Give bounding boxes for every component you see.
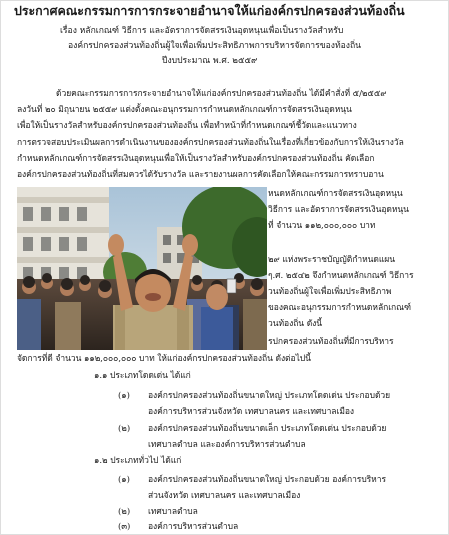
partial-line: ที่ จำนวน ๑๑๒,๐๐๐,๐๐๐ บาท [268,221,376,231]
section-heading: ๑.๒ ประเภททั่วไป ได้แก่ [94,456,182,466]
list-item-number: (๒) [118,424,131,434]
list-item-text: เทศบาลตำบล [148,507,198,517]
list-item-text: องค์กรปกครองส่วนท้องถิ่นขนาดเล็ก ประเภทโดดเด่น ประกอบด้วย [148,424,387,434]
list-item-number: (๑) [118,391,130,401]
partial-line: หนดหลักเกณฑ์การจัดสรรเงินอุดหนุน [268,189,403,199]
paragraph-line: จัดการที่ดี จำนวน ๑๑๒,๐๐๐,๐๐๐ บาท ให้แก่องค์กรปกครองส่วนท้องถิ่น ดังต่อไปนี้ [17,354,311,364]
paragraph-line: ลงวันที่ ๒๐ มิถุนายน ๒๕๕๙ แต่งตั้งคณะอนุกรรมการกำหนดหลักเกณฑ์การจัดสรรเงินอุดหนุน [17,105,352,115]
partial-line: ของคณะอนุกรรมการกำหนดหลักเกณฑ์ [268,303,411,313]
subject-line-3: ปีงบประมาณ พ.ศ. ๒๕๕๙ [162,56,258,66]
list-item-text: องค์กรปกครองส่วนท้องถิ่นขนาดใหญ่ ประเภทโดดเด่น ประกอบด้วย [148,391,391,401]
document-title: ประกาศคณะกรรมการการกระจายอำนาจให้แก่องค์กรปกครองส่วนท้องถิ่น [14,3,405,18]
paragraph-line: การตรวจสอบประเมินผลการดำเนินงานขององค์กรปกครองส่วนท้องถิ่นในเรื่องที่เกี่ยวข้องกับการให้เงินรางวัล [17,138,404,148]
list-item-text: องค์การบริหารส่วนจังหวัด เทศบาลนคร และเทศบาลเมือง [148,407,355,417]
subject-line-1: เรื่อง หลักเกณฑ์ วิธีการ และอัตราการจัดสรรเงินอุดหนุนเพื่อเป็นรางวัลสำหรับ [60,26,344,36]
crowd-photo [17,187,267,350]
paragraph-line: กำหนดหลักเกณฑ์การจัดสรรเงินอุดหนุนเพื่อให้เป็นรางวัลสำหรับองค์กรปกครองส่วนท้องถิ่น คัดเลือก [17,154,375,164]
list-item-text: องค์การบริหารส่วนตำบล [148,522,239,532]
list-item-text: เทศบาลตำบล และองค์การบริหารส่วนตำบล [148,440,306,450]
partial-line: ๆ.ศ. ๒๕๔๒ จึงกำหนดหลักเกณฑ์ วิธีการ [268,271,414,281]
subject-line-2: องค์กรปกครองส่วนท้องถิ่นผู้ใจเพื่อเพิ่มประสิทธิภาพการบริหารจัดการของท้องถิ่น [68,41,362,51]
paragraph-line: เพื่อให้เป็นรางวัลสำหรับองค์กรปกครองส่วนท้องถิ่น เพื่อทำหน้าที่กำหนดเกณฑ์ชี้วัดและแนวทาง [17,121,357,131]
section-heading: ๑.๑ ประเภทโดดเด่น ได้แก่ [94,371,191,381]
list-item-number: (๑) [118,475,130,485]
partial-line: วิธีการ และอัตราการจัดสรรเงินอุดหนุน [268,205,409,215]
list-item-number: (๓) [118,522,131,532]
list-item-text: ส่วนจังหวัด เทศบาลนคร และเทศบาลเมือง [148,491,301,501]
paragraph-line: องค์กรปกครองส่วนท้องถิ่นที่สมควรได้รับรางวัล และรายงานผลการคัดเลือกให้คณะกรรมการทราบอาน [17,170,384,180]
paragraph-line: ด้วยคณะกรรมการการกระจายอำนาจให้แก่องค์กรปกครองส่วนท้องถิ่น ได้มีคำสั่งที่ ๕/๒๕๕๙ [56,89,387,99]
partial-line: รปกครองส่วนท้องถิ่นที่มีการบริหาร [268,337,394,347]
partial-line: วนท้องถิ่น ดังนี้ [268,319,323,329]
partial-line: วนท้องถิ่นผู้ใจเพื่อเพิ่มประสิทธิภาพ [268,287,392,297]
list-item-number: (๒) [118,507,131,517]
list-item-text: องค์กรปกครองส่วนท้องถิ่นขนาดใหญ่ ประกอบด้วย องค์การบริหาร [148,475,386,485]
partial-line: ๒๙ แห่งพระราชบัญญัติกำหนดแผน [268,255,395,265]
